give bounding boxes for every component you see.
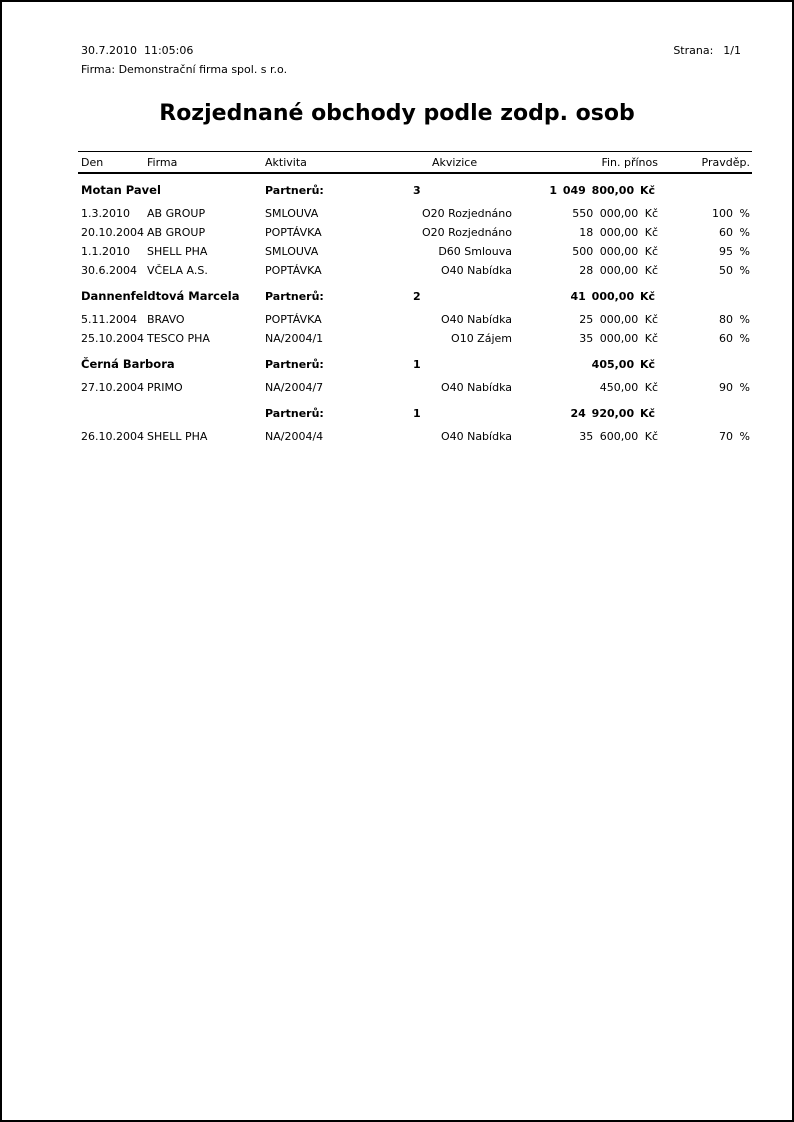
cell-pravdep: 70 % <box>719 430 750 443</box>
table-row <box>78 223 752 242</box>
cell-den: 5.11.2004 <box>81 313 137 326</box>
page-indicator <box>673 44 741 57</box>
cell-firma: VČELA A.S. <box>147 264 208 277</box>
cell-pravdep: 80 % <box>719 313 750 326</box>
cell-fin-prinos: 18 000,00 Kč <box>579 226 658 239</box>
table-row <box>78 378 752 397</box>
table-row <box>78 310 752 329</box>
cell-aktivita: NA/2004/1 <box>265 332 324 345</box>
cell-akvizice: O10 Zájem <box>451 332 512 345</box>
cell-firma: PRIMO <box>147 381 183 394</box>
cell-pravdep: 100 % <box>712 207 750 220</box>
cell-fin-prinos: 35 600,00 Kč <box>579 430 658 443</box>
group-header <box>78 399 752 427</box>
table-row <box>78 329 752 348</box>
cell-firma: AB GROUP <box>147 226 206 239</box>
partners-label: Partnerů: <box>265 183 324 197</box>
col-header-den: Den <box>81 155 104 169</box>
cell-akvizice: O40 Nabídka <box>440 264 512 277</box>
cell-den: 27.10.2004 <box>81 381 144 394</box>
cell-firma: SHELL PHA <box>147 430 208 443</box>
cell-akvizice: O40 Nabídka <box>440 430 512 443</box>
cell-firma: TESCO PHA <box>147 332 210 345</box>
page-number: 1/1 <box>723 44 741 57</box>
partner-count: 1 <box>413 406 421 420</box>
group-total: 405,00 Kč <box>591 357 655 371</box>
cell-aktivita: SMLOUVA <box>265 207 319 220</box>
table-row <box>78 242 752 261</box>
group-header <box>78 350 752 378</box>
table-row <box>78 261 752 280</box>
cell-fin-prinos: 35 000,00 Kč <box>579 332 658 345</box>
group-person-name: Dannenfeldtová Marcela <box>81 289 240 303</box>
partners-label: Partnerů: <box>265 289 324 303</box>
cell-fin-prinos: 550 000,00 Kč <box>572 207 658 220</box>
group-person-name: Černá Barbora <box>81 357 175 371</box>
cell-aktivita: NA/2004/4 <box>265 430 324 443</box>
cell-aktivita: NA/2004/7 <box>265 381 324 394</box>
cell-firma: SHELL PHA <box>147 245 208 258</box>
col-header-firma: Firma <box>147 155 178 169</box>
cell-den: 30.6.2004 <box>81 264 137 277</box>
group-total: 1 049 800,00 Kč <box>549 183 655 197</box>
cell-den: 20.10.2004 <box>81 226 144 239</box>
cell-firma: BRAVO <box>147 313 185 326</box>
company-line: Firma: Demonstrační firma spol. s r.o. <box>81 63 288 76</box>
report-table <box>78 151 752 446</box>
group-total: 41 000,00 Kč <box>570 289 655 303</box>
col-header-aktivita: Aktivita <box>265 155 307 169</box>
cell-akvizice: O40 Nabídka <box>440 381 512 394</box>
cell-fin-prinos: 25 000,00 Kč <box>579 313 658 326</box>
group-header <box>78 282 752 310</box>
group-person-name: Motan Pavel <box>81 183 161 197</box>
col-header-pravdep: Pravděp. <box>701 155 750 169</box>
cell-pravdep: 60 % <box>719 226 750 239</box>
partner-count: 1 <box>413 357 421 371</box>
cell-aktivita: SMLOUVA <box>265 245 319 258</box>
cell-pravdep: 50 % <box>719 264 750 277</box>
cell-den: 1.1.2010 <box>81 245 130 258</box>
table-header-row <box>78 151 752 174</box>
table-row <box>78 427 752 446</box>
group-header <box>78 176 752 204</box>
col-header-fin-prinos: Fin. přínos <box>601 155 658 169</box>
partner-count: 2 <box>413 289 421 303</box>
partners-label: Partnerů: <box>265 406 324 420</box>
partners-label: Partnerů: <box>265 357 324 371</box>
cell-pravdep: 90 % <box>719 381 750 394</box>
cell-den: 25.10.2004 <box>81 332 144 345</box>
table-row <box>78 204 752 223</box>
col-header-akvizice: Akvizice <box>432 155 478 169</box>
cell-den: 1.3.2010 <box>81 207 130 220</box>
page-label: Strana: <box>673 44 714 57</box>
cell-pravdep: 95 % <box>719 245 750 258</box>
partner-count: 3 <box>413 183 421 197</box>
cell-aktivita: POPTÁVKA <box>265 226 322 239</box>
cell-akvizice: O40 Nabídka <box>440 313 512 326</box>
cell-firma: AB GROUP <box>147 207 206 220</box>
cell-akvizice: D60 Smlouva <box>438 245 512 258</box>
print-datetime: 30.7.2010 11:05:06 <box>81 44 194 57</box>
cell-fin-prinos: 28 000,00 Kč <box>579 264 658 277</box>
cell-akvizice: O20 Rozjednáno <box>421 226 512 239</box>
cell-fin-prinos: 500 000,00 Kč <box>572 245 658 258</box>
cell-aktivita: POPTÁVKA <box>265 264 322 277</box>
cell-aktivita: POPTÁVKA <box>265 313 322 326</box>
report-title: Rozjednané obchody podle zodp. osob <box>159 101 635 126</box>
cell-den: 26.10.2004 <box>81 430 144 443</box>
cell-pravdep: 60 % <box>719 332 750 345</box>
cell-fin-prinos: 450,00 Kč <box>599 381 658 394</box>
group-total: 24 920,00 Kč <box>570 406 655 420</box>
cell-akvizice: O20 Rozjednáno <box>421 207 512 220</box>
